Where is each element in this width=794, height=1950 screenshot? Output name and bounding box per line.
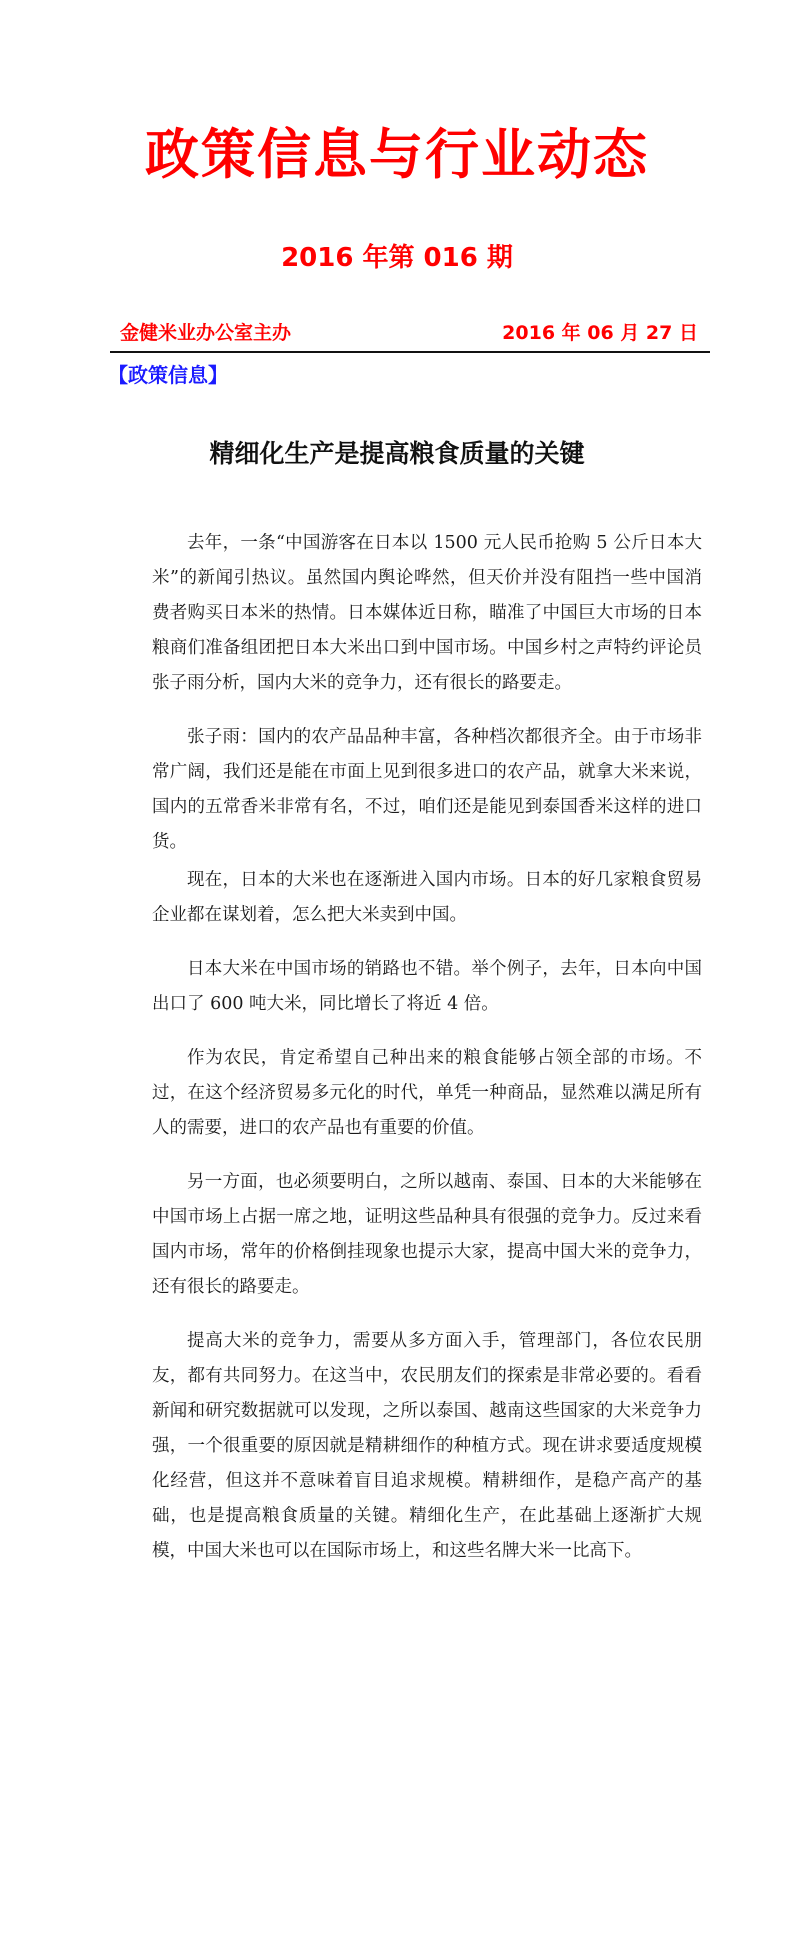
paragraph: 张子雨：国内的农产品品种丰富，各种档次都很齐全。由于市场非常广阔，我们还是能在市面上见到很多进口的农产品，就拿大米来说，国内的五常香米非常有名，不过，咱们还是能见到泰国香米这样的进口货。 — [152, 727, 702, 852]
masthead-meta — [118, 318, 708, 348]
paragraph: 日本大米在中国市场的销路也不错。举个例子，去年，日本向中国出口了 600 吨大米，同比增长了将近 4 倍。 — [152, 959, 702, 1014]
article-title: 精细化生产是提高粮食质量的关键 — [209, 439, 585, 468]
article-body — [152, 526, 702, 1588]
paragraph: 现在，日本的大米也在逐渐进入国内市场。日本的好几家粮食贸易企业都在谋划着，怎么把大米卖到中国。 — [152, 870, 702, 925]
header-divider — [110, 351, 710, 353]
paragraph: 作为农民，肯定希望自己种出来的粮食能够占领全部的市场。不过，在这个经济贸易多元化的时代，单凭一种商品，显然难以满足所有人的需要，进口的农产品也有重要的价值。 — [152, 1048, 702, 1138]
newsletter-title: 政策信息与行业动态 — [145, 123, 649, 186]
paragraph: 去年，一条“中国游客在日本以 1500 元人民币抢购 5 公斤日本大米”的新闻引热议。虽然国内舆论哗然，但天价并没有阻挡一些中国消费者购买日本米的热情。日本媒体近日称，瞄准了中国巨大市场的日本粮商们准备组团把日本大米出口到中国市场。中国乡村之声特约评论员张子雨分析，国内大米的竞争力，还有很长的路要走。 — [152, 533, 702, 693]
sponsor-label: 金健米业办公室主办 — [120, 322, 292, 344]
section-tag: 【政策信息】 — [108, 363, 228, 387]
paragraph: 另一方面，也必须要明白，之所以越南、泰国、日本的大米能够在中国市场上占据一席之地，证明这些品种具有很强的竞争力。反过来看国内市场，常年的价格倒挂现象也提示大家，提高中国大米的竞争力，还有很长的路要走。 — [152, 1172, 702, 1297]
publish-date: 2016 年 06 月 27 日 — [502, 322, 698, 344]
issue-number: 2016 年第 016 期 — [281, 243, 513, 273]
paragraph: 提高大米的竞争力，需要从多方面入手，管理部门，各位农民朋友，都有共同努力。在这当中，农民朋友们的探索是非常必要的。看看新闻和研究数据就可以发现，之所以泰国、越南这些国家的大米竞争力强，一个很重要的原因就是精耕细作的种植方式。现在讲求要适度规模化经营，但这并不意味着盲目追求规模。精耕细作，是稳产高产的基础，也是提高粮食质量的关键。精细化生产，在此基础上逐渐扩大规模，中国大米也可以在国际市场上，和这些名牌大米一比高下。 — [152, 1331, 702, 1561]
